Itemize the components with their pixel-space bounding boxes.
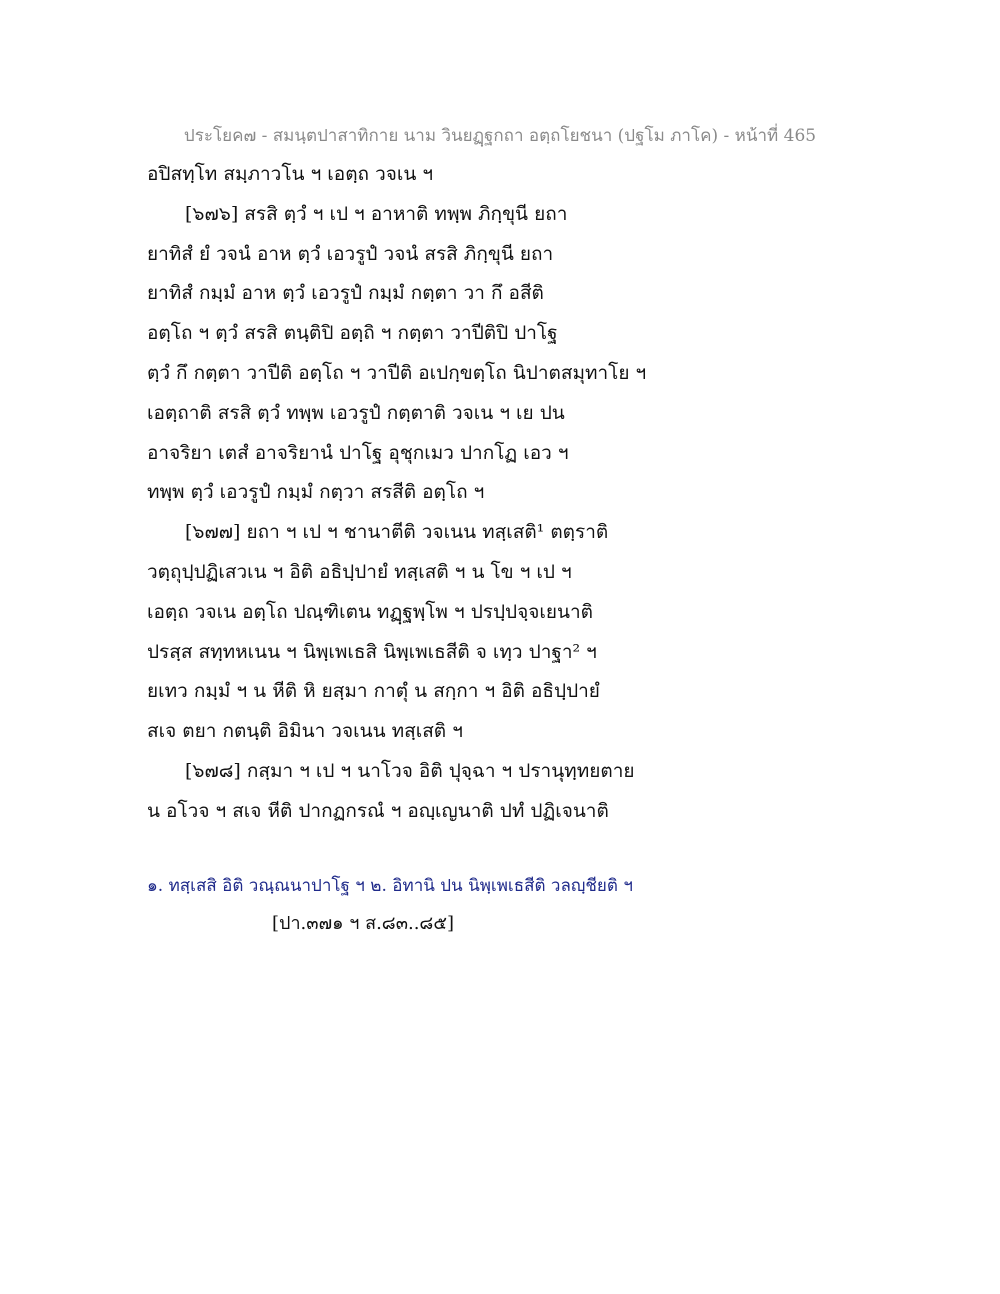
text-line: อปิสทฺโท สมฺภาวโน ฯ เอตฺถ วจเน ฯ <box>147 163 434 185</box>
text-line: [๖๗๘] กสฺมา ฯ เป ฯ นาโวจ อิติ ปุจฺฉา ฯ ปรานุทฺทยตาย <box>185 759 635 782</box>
body-text <box>147 158 867 835</box>
text-line: เอตฺถาติ สรสิ ตฺวํ ทพฺพ เอวรูปํ กตฺตาติ วจเน ฯ เย ปน <box>147 401 565 424</box>
text-line: เอตฺถ วจเน อตฺโถ ปณฺฑิเตน ทฏฺฐพฺโพ ฯ ปรปฺปจฺจเยนาติ <box>147 600 593 623</box>
text-line: น อโวจ ฯ สเจ หีติ ปากฏกรณํ ฯ อญฺเญนาติ ปทํ ปฏิเจนาติ <box>147 799 609 822</box>
page-reference: [ปา.๓๗๑ ฯ ส.๘๓..๘๕] <box>272 913 454 934</box>
text-line: ยเทว กมฺมํ ฯ น หีติ หิ ยสฺมา กาตุํ น สกฺกา ฯ อิติ อธิปฺปายํ <box>147 680 600 703</box>
footnote-line: ๑. ทสฺเสสิ อิติ วณฺณนาปาโฐ ฯ ๒. อิทานิ ปน นิพฺเพเธสีติ วลญฺชียติ ฯ <box>147 876 633 896</box>
text-line: ทพฺพ ตฺวํ เอวรูปํ กมฺมํ กตฺวา สรสีติ อตฺโถ ฯ <box>147 481 485 504</box>
text-line: [๖๗๗] ยถา ฯ เป ฯ ชานาตีติ วจเนน ทสฺเสติ¹ ตตฺราติ <box>185 521 609 544</box>
text-line: วตฺถุปฺปฏิเสวเน ฯ อิติ อธิปฺปายํ ทสฺเสติ ฯ น โข ฯ เป ฯ <box>147 560 572 583</box>
text-line: [๖๗๖] สรสิ ตฺวํ ฯ เป ฯ อาหาติ ทพฺพ ภิกฺขุนี ยถา <box>185 202 568 225</box>
text-line: อตฺโถ ฯ ตฺวํ สรสิ ตนฺติปิ อตฺถิ ฯ กตฺตา วาปีติปิ ปาโฐ <box>147 322 558 345</box>
text-line: ยาทิสํ กมฺมํ อาห ตฺวํ เอวรูปํ กมฺมํ กตฺตา วา กึ อสีติ <box>147 282 544 305</box>
running-header: ประโยค๗ - สมนฺตปาสาทิกาย นาม วินยฏฺฐกถา อตฺถโยชนา (ปฐโม ภาโค) - หน้าที่ 465 <box>183 126 817 146</box>
text-line: ปรสฺส สทฺทหเนน ฯ นิพฺเพเธสิ นิพฺเพเธสีติ จ เทฺว ปาฐา² ฯ <box>147 640 597 663</box>
text-line: สเจ ตยา กตนฺติ อิมินา วจเนน ทสฺเสติ ฯ <box>147 720 463 743</box>
text-line: ยาทิสํ ยํ วจนํ อาห ตฺวํ เอวรูปํ วจนํ สรสิ ภิกฺขุนี ยถา <box>147 242 554 265</box>
text-line: อาจริยา เตสํ อาจริยานํ ปาโฐ อุชุกเมว ปากโฏ เอว ฯ <box>147 441 569 464</box>
footnotes <box>147 872 867 900</box>
text-line: ตฺวํ กึ กตฺตา วาปีติ อตฺโถ ฯ วาปีติ อเปกฺขตฺโถ นิปาตสมุทาโย ฯ <box>147 361 647 384</box>
